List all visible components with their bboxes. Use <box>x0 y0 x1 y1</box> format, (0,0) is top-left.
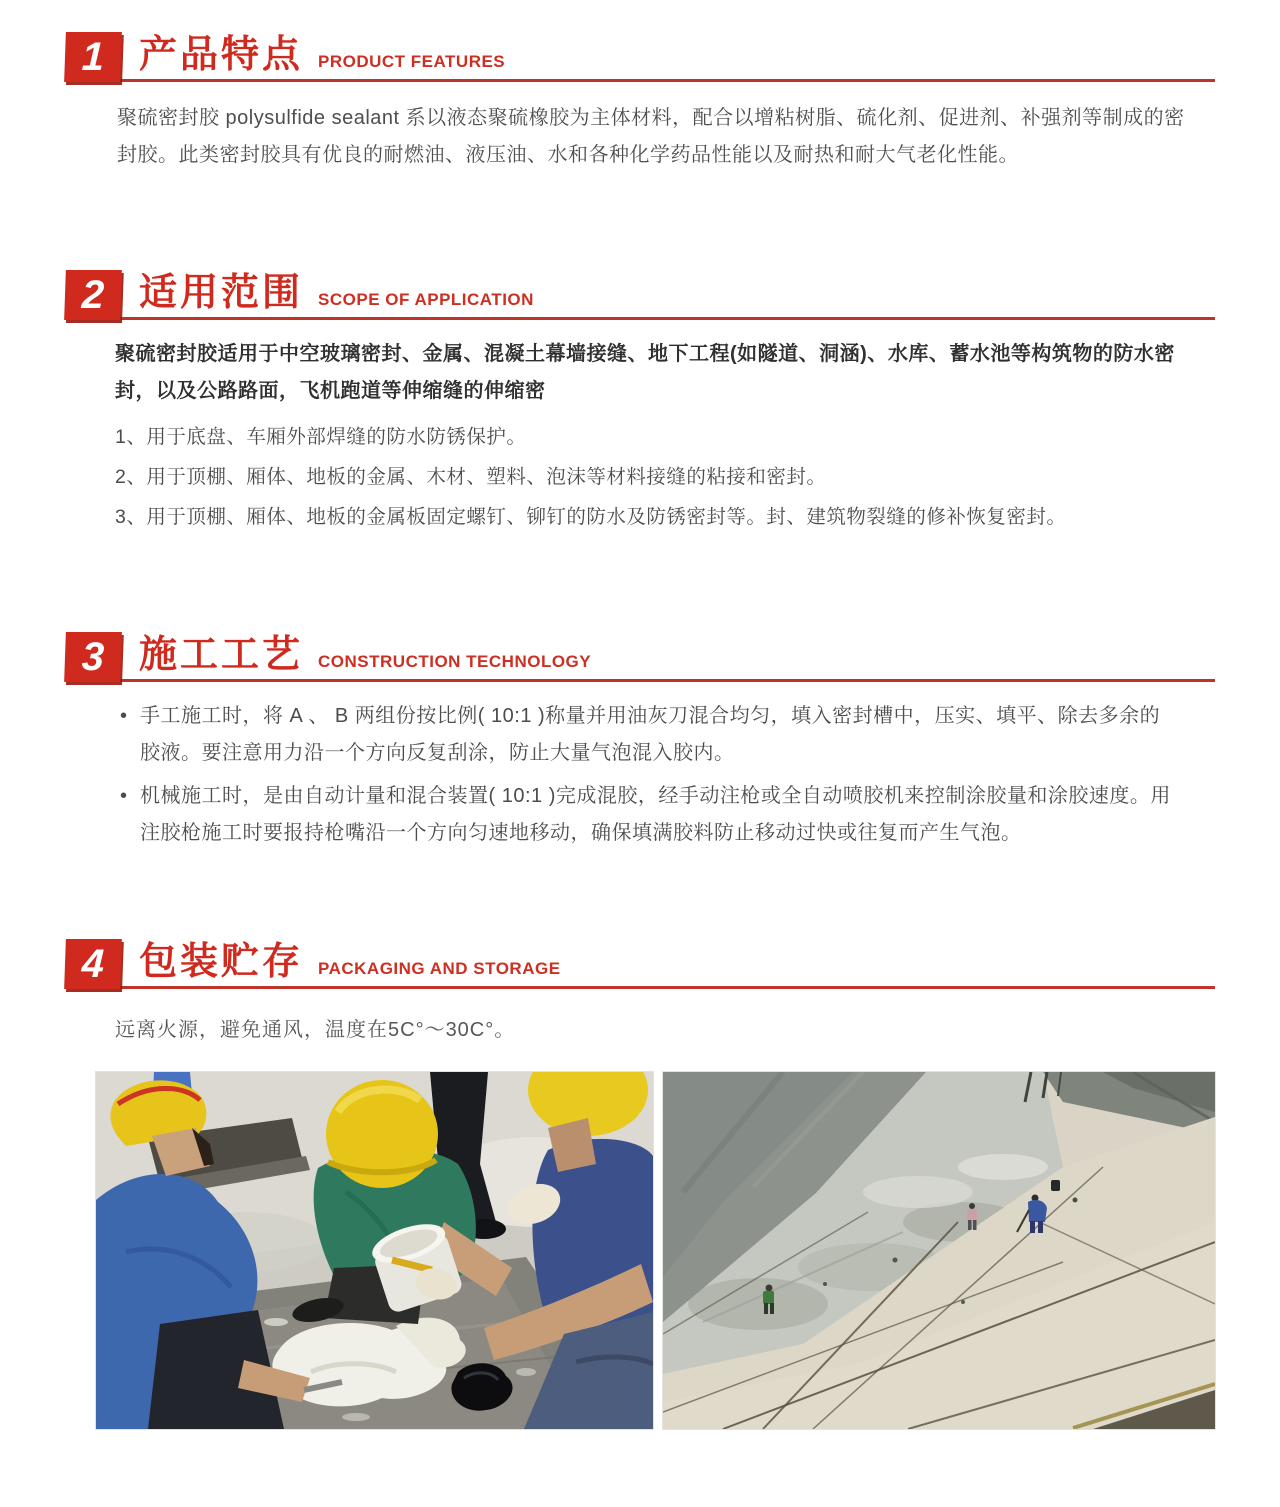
photo-dam-slope <box>662 1071 1216 1430</box>
bullet-dot: • <box>120 785 128 807</box>
section-1-header <box>65 32 1215 82</box>
section-title-en: CONSTRUCTION TECHNOLOGY <box>318 652 592 671</box>
section-1-number-badge <box>64 32 122 82</box>
section-title-zh: 适用范围 <box>139 272 304 314</box>
construction-bullets <box>120 698 1215 852</box>
section-2-number-badge <box>64 270 122 320</box>
section-4-titles <box>121 943 561 986</box>
section-2-header <box>65 270 1215 320</box>
section-number: 2 <box>81 273 105 317</box>
section-title-zh: 产品特点 <box>139 34 304 76</box>
storage-paragraph: 远离火源，避免通风，温度在5C°～30C°。 <box>115 1019 516 1041</box>
section-4-number-badge <box>64 939 122 989</box>
photo-row <box>95 1071 1215 1430</box>
section-3-titles <box>121 636 591 679</box>
bullet-item <box>120 698 1215 772</box>
worker-figure-dark <box>1051 1180 1060 1191</box>
list-item: 3、用于顶棚、厢体、地板的金属板固定螺钉、铆钉的防水及防锈密封等。封、建筑物裂缝的修补恢复密封。 <box>115 506 1067 528</box>
section-4-header <box>65 939 1215 989</box>
section-3-header <box>65 632 1215 682</box>
section-title-en: SCOPE OF APPLICATION <box>318 290 534 309</box>
bullet-dot: • <box>120 705 128 727</box>
bullet-text: 手工施工时，将 A 、 B 两组份按比例( 10:1 )称量并用油灰刀混合均匀，填入密封槽中，压实、填平、除去多余的胶液。要注意用力沿一个方向反复刮涂，防止大量气泡混入胶内。 <box>140 705 1161 764</box>
section-title-en: PACKAGING AND STORAGE <box>318 959 561 978</box>
section-number: 4 <box>81 942 105 986</box>
list-item: 1、用于底盘、车厢外部焊缝的防水防锈保护。 <box>115 426 527 448</box>
bullet-text: 机械施工时，是由自动计量和混合装置( 10:1 )完成混胶，经手动注枪或全自动喷胶机来控制涂胶量和涂胶速度。用注胶枪施工时要报持枪嘴沿一个方向匀速地移动，确保填满胶料防止移动过快或往复而产生气泡。 <box>140 785 1171 844</box>
section-title-zh: 包装贮存 <box>139 941 304 983</box>
section-number: 3 <box>81 635 105 679</box>
photo-workers-sealant <box>95 1071 654 1430</box>
scope-list <box>115 422 1215 532</box>
scope-lead-paragraph: 聚硫密封胶适用于中空玻璃密封、金属、混凝土幕墙接缝、地下工程(如隧道、洞涵)、水库、蓄水池等构筑物的防水密封，以及公路路面，飞机跑道等伸缩缝的伸缩密 <box>115 343 1175 402</box>
section-number: 1 <box>81 35 105 79</box>
section-title-en: PRODUCT FEATURES <box>318 52 506 71</box>
photo-workers-sealant-image <box>96 1072 653 1429</box>
product-features-paragraph: 聚硫密封胶 polysulfide sealant 系以液态聚硫橡胶为主体材料，配合以增粘树脂、硫化剂、促进剂、补强剂等制成的密封胶。此类密封胶具有优良的耐燃油、液压油、水和各种化学药品性能以及耐热和耐大气老化性能。 <box>117 107 1185 166</box>
section-2-titles <box>121 274 534 317</box>
bullet-item <box>120 778 1215 852</box>
section-title-zh: 施工工艺 <box>139 634 304 676</box>
list-item: 2、用于顶棚、厢体、地板的金属、木材、塑料、泡沫等材料接缝的粘接和密封。 <box>115 466 827 488</box>
section-3-number-badge <box>64 632 122 682</box>
photo-dam-slope-image <box>663 1072 1215 1429</box>
section-1-titles <box>121 36 505 79</box>
